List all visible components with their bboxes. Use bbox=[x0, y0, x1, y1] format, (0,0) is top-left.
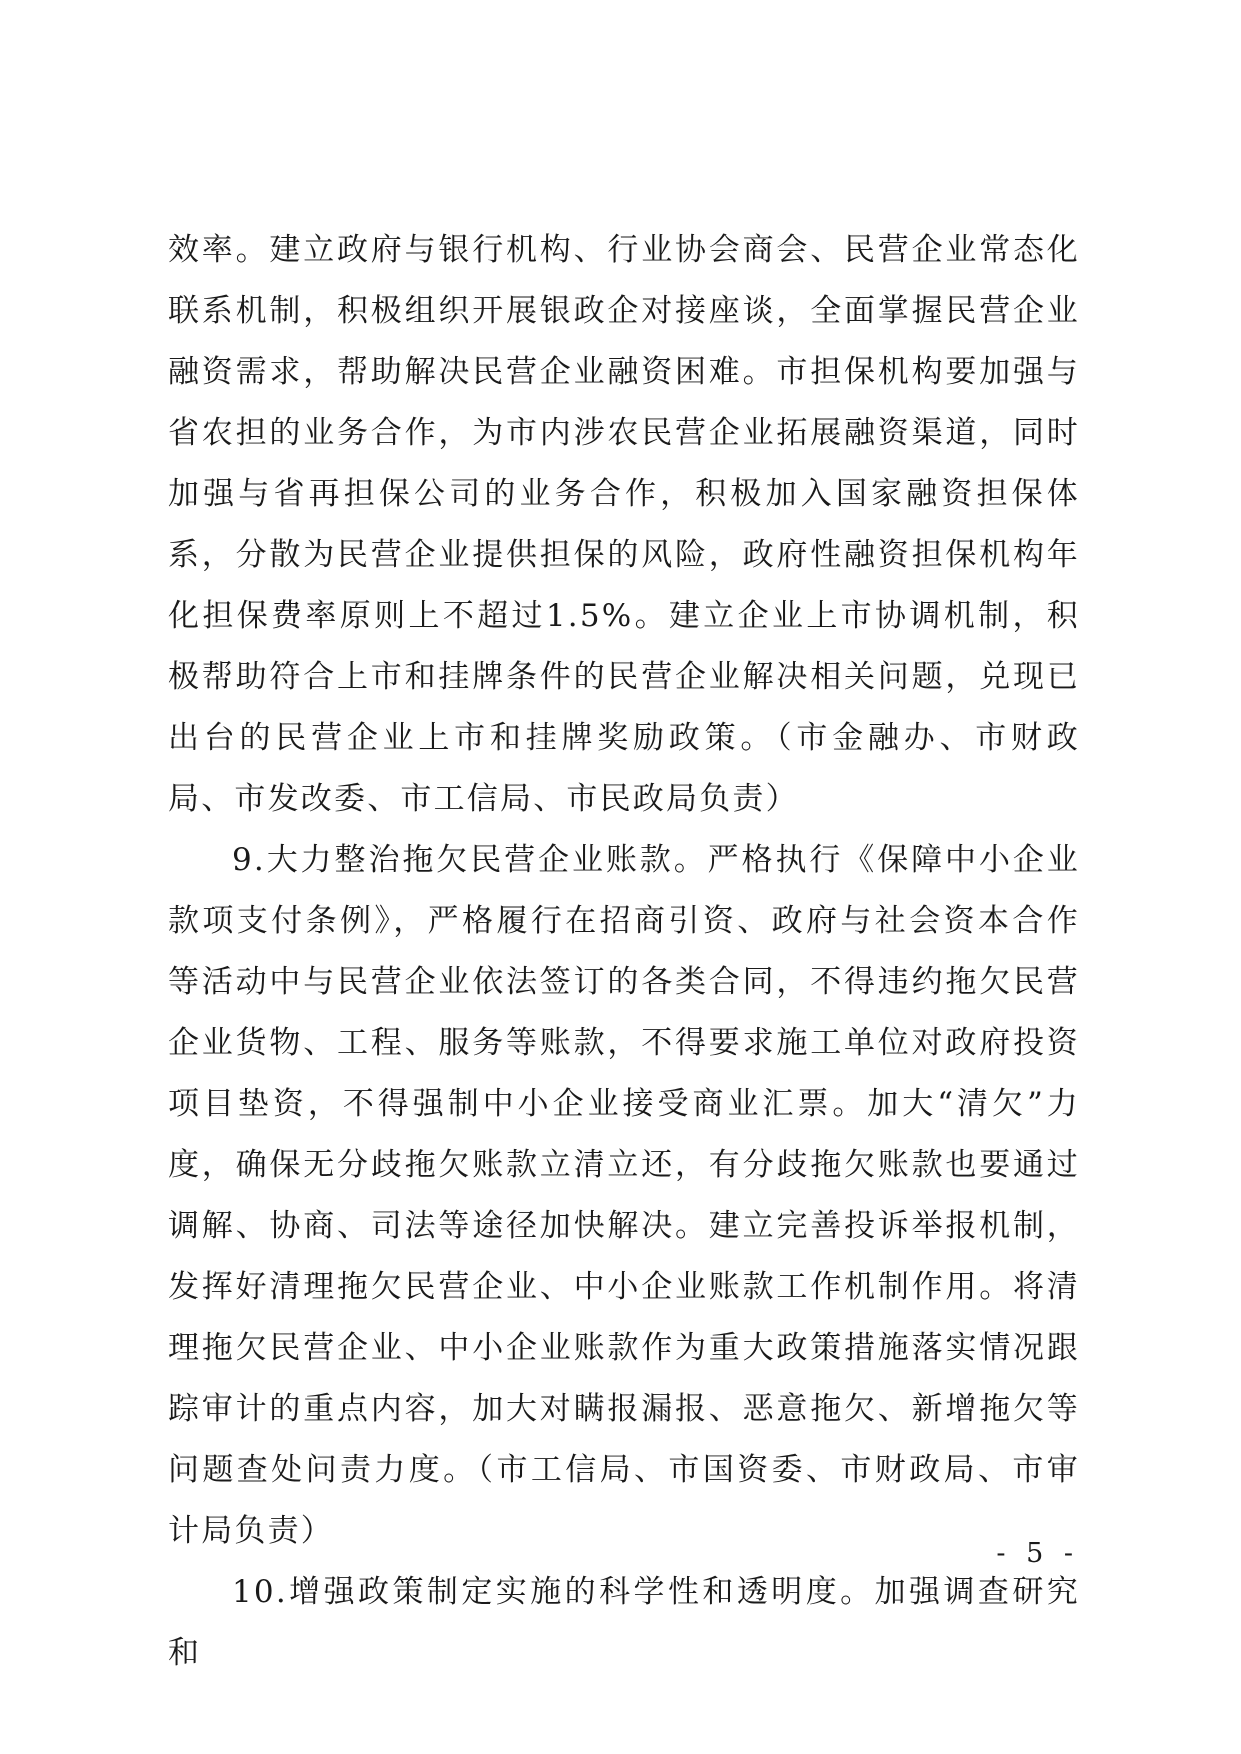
paragraph-continued: 效率。建立政府与银行机构、行业协会商会、民营企业常态化联系机制，积极组织开展银政企对接座谈，全面掌握民营企业融资需求，帮助解决民营企业融资困难。市担保机构要加强与省农担的业务合作，为市内涉农民营企业拓展融资渠道，同时加强与省再担保公司的业务合作，积极加入国家融资担保体系，分散为民营企业提供担保的风险，政府性融资担保机构年化担保费率原则上不超过1.5%。建立企业上市协调机制，积极帮助符合上市和挂牌条件的民营企业解决相关问题，兑现已出台的民营企业上市和挂牌奖励政策。（市金融办、市财政局、市发改委、市工信局、市民政局负责） bbox=[168, 232, 1080, 817]
page-number: - 5 - bbox=[996, 1538, 1079, 1569]
paragraph-item-10: 10.增强政策制定实施的科学性和透明度。加强调查研究和 bbox=[168, 1574, 1080, 1671]
paragraph-item-9: 9.大力整治拖欠民营企业账款。严格执行《保障中小企业款项支付条例》，严格履行在招商引资、政府与社会资本合作等活动中与民营企业依法签订的各类合同，不得违约拖欠民营企业货物、工程、服务等账款，不得要求施工单位对政府投资项目垫资，不得强制中小企业接受商业汇票。加大“清欠”力度，确保无分歧拖欠账款立清立还，有分歧拖欠账款也要通过调解、协商、司法等途径加快解决。建立完善投诉举报机制，发挥好清理拖欠民营企业、中小企业账款工作机制作用。将清理拖欠民营企业、中小企业账款作为重大政策措施落实情况跟踪审计的重点内容，加大对瞒报漏报、恶意拖欠、新增拖欠等问题查处问责力度。（市工信局、市国资委、市财政局、市审计局负责） bbox=[168, 842, 1080, 1549]
body-text bbox=[168, 220, 1080, 1684]
